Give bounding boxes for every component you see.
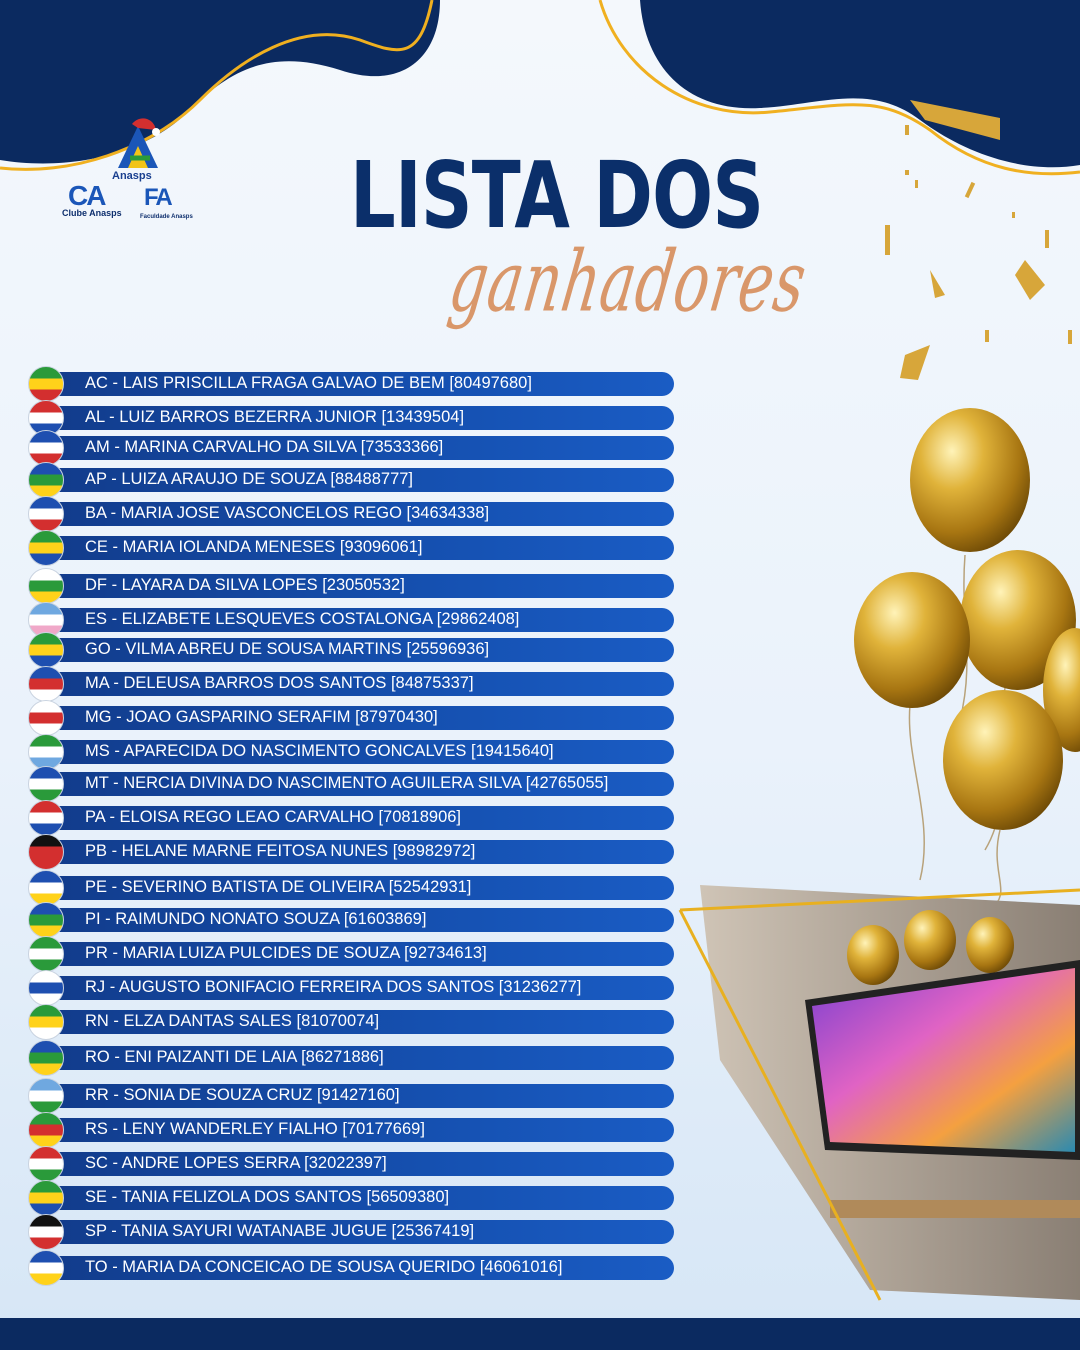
state-flag-icon xyxy=(28,734,64,770)
winner-row xyxy=(28,430,674,466)
winner-row xyxy=(28,936,674,972)
state-flag-icon xyxy=(28,800,64,836)
tv-prize-scene xyxy=(680,885,1080,1300)
winner-label: SE - TANIA FELIZOLA DOS SANTOS [56509380] xyxy=(85,1188,450,1206)
winner-label: PI - RAIMUNDO NONATO SOUZA [61603869] xyxy=(85,910,427,928)
clube-mark: CA xyxy=(68,180,105,211)
winner-label: DF - LAYARA DA SILVA LOPES [23050532] xyxy=(85,576,405,594)
winner-row xyxy=(28,1250,674,1286)
winner-row xyxy=(28,666,674,702)
winner-row xyxy=(28,366,674,402)
winner-row xyxy=(28,568,674,604)
winner-label: PB - HELANE MARNE FEITOSA NUNES [98982972] xyxy=(85,842,476,860)
winner-row xyxy=(28,1004,674,1040)
winner-label: PR - MARIA LUIZA PULCIDES DE SOUZA [92734613] xyxy=(85,944,487,962)
state-flag-icon xyxy=(28,970,64,1006)
winner-label: RN - ELZA DANTAS SALES [81070074] xyxy=(85,1012,380,1030)
state-flag-icon xyxy=(28,1180,64,1216)
brand-name: Anasps xyxy=(112,170,152,182)
page-subtitle: ganhadores xyxy=(443,232,813,331)
page-title: LISTA DOS xyxy=(350,142,764,249)
winner-row xyxy=(28,632,674,668)
winner-label: RO - ENI PAIZANTI DE LAIA [86271886] xyxy=(85,1048,384,1066)
anasps-a-icon xyxy=(110,118,170,178)
winner-label: SP - TANIA SAYURI WATANABE JUGUE [25367419] xyxy=(85,1222,475,1240)
winner-label: GO - VILMA ABREU DE SOUSA MARTINS [25596936] xyxy=(85,640,490,658)
winner-label: PA - ELOISA REGO LEAO CARVALHO [70818906] xyxy=(85,808,462,826)
winner-label: RJ - AUGUSTO BONIFACIO FERREIRA DOS SANTOS [31236277] xyxy=(85,978,582,996)
state-flag-icon xyxy=(28,1214,64,1250)
winner-label: MS - APARECIDA DO NASCIMENTO GONCALVES [19415640] xyxy=(85,742,554,760)
winner-label: AP - LUIZA ARAUJO DE SOUZA [88488777] xyxy=(85,470,414,488)
winner-label: MT - NERCIA DIVINA DO NASCIMENTO AGUILERA SILVA [42765055] xyxy=(85,774,609,792)
winner-row xyxy=(28,530,674,566)
winner-row xyxy=(28,870,674,906)
winner-label: AL - LUIZ BARROS BEZERRA JUNIOR [13439504] xyxy=(85,408,465,426)
winner-row xyxy=(28,734,674,770)
state-flag-icon xyxy=(28,366,64,402)
state-flag-icon xyxy=(28,936,64,972)
state-flag-icon xyxy=(28,870,64,906)
state-flag-icon xyxy=(28,530,64,566)
winner-label: BA - MARIA JOSE VASCONCELOS REGO [34634338] xyxy=(85,504,490,522)
winner-row xyxy=(28,1112,674,1148)
winner-row xyxy=(28,970,674,1006)
state-flag-icon xyxy=(28,632,64,668)
winner-label: MA - DELEUSA BARROS DOS SANTOS [84875337] xyxy=(85,674,474,692)
state-flag-icon xyxy=(28,496,64,532)
state-flag-icon xyxy=(28,1040,64,1076)
clube-name: Clube Anasps xyxy=(62,208,122,218)
state-flag-icon xyxy=(28,1078,64,1114)
state-flag-icon xyxy=(28,1112,64,1148)
state-flag-icon xyxy=(28,766,64,802)
gold-balloons xyxy=(854,408,1080,905)
state-flag-icon xyxy=(28,430,64,466)
state-flag-icon xyxy=(28,1146,64,1182)
state-flag-icon xyxy=(28,462,64,498)
footer-bar xyxy=(0,1318,1080,1350)
state-flag-icon xyxy=(28,902,64,938)
anasps-logo xyxy=(52,118,202,228)
winner-label: AC - LAIS PRISCILLA FRAGA GALVAO DE BEM [80497680] xyxy=(85,374,532,392)
winner-row xyxy=(28,1078,674,1114)
winner-row xyxy=(28,800,674,836)
winner-label: ES - ELIZABETE LESQUEVES COSTALONGA [29862408] xyxy=(85,610,520,628)
winner-row xyxy=(28,1040,674,1076)
winner-row xyxy=(28,1146,674,1182)
winner-label: RS - LENY WANDERLEY FIALHO [70177669] xyxy=(85,1120,425,1138)
winner-row xyxy=(28,462,674,498)
winner-row xyxy=(28,902,674,938)
winner-label: MG - JOAO GASPARINO SERAFIM [87970430] xyxy=(85,708,438,726)
winner-label: AM - MARINA CARVALHO DA SILVA [73533366] xyxy=(85,438,444,456)
state-flag-icon xyxy=(28,700,64,736)
winner-label: TO - MARIA DA CONCEICAO DE SOUSA QUERIDO [46061016] xyxy=(85,1258,563,1276)
state-flag-icon xyxy=(28,1004,64,1040)
winner-label: CE - MARIA IOLANDA MENESES [93096061] xyxy=(85,538,423,556)
state-flag-icon xyxy=(28,834,64,870)
faculdade-name: Faculdade Anasps xyxy=(140,214,193,220)
state-flag-icon xyxy=(28,666,64,702)
winner-label: SC - ANDRE LOPES SERRA [32022397] xyxy=(85,1154,387,1172)
winner-label: RR - SONIA DE SOUZA CRUZ [91427160] xyxy=(85,1086,400,1104)
winner-row xyxy=(28,834,674,870)
state-flag-icon xyxy=(28,1250,64,1286)
state-flag-icon xyxy=(28,568,64,604)
winner-row xyxy=(28,1180,674,1216)
faculdade-mark: FA xyxy=(144,184,171,211)
winner-row xyxy=(28,1214,674,1250)
winner-label: PE - SEVERINO BATISTA DE OLIVEIRA [52542931] xyxy=(85,878,472,896)
winner-row xyxy=(28,766,674,802)
winner-row xyxy=(28,496,674,532)
winner-row xyxy=(28,700,674,736)
